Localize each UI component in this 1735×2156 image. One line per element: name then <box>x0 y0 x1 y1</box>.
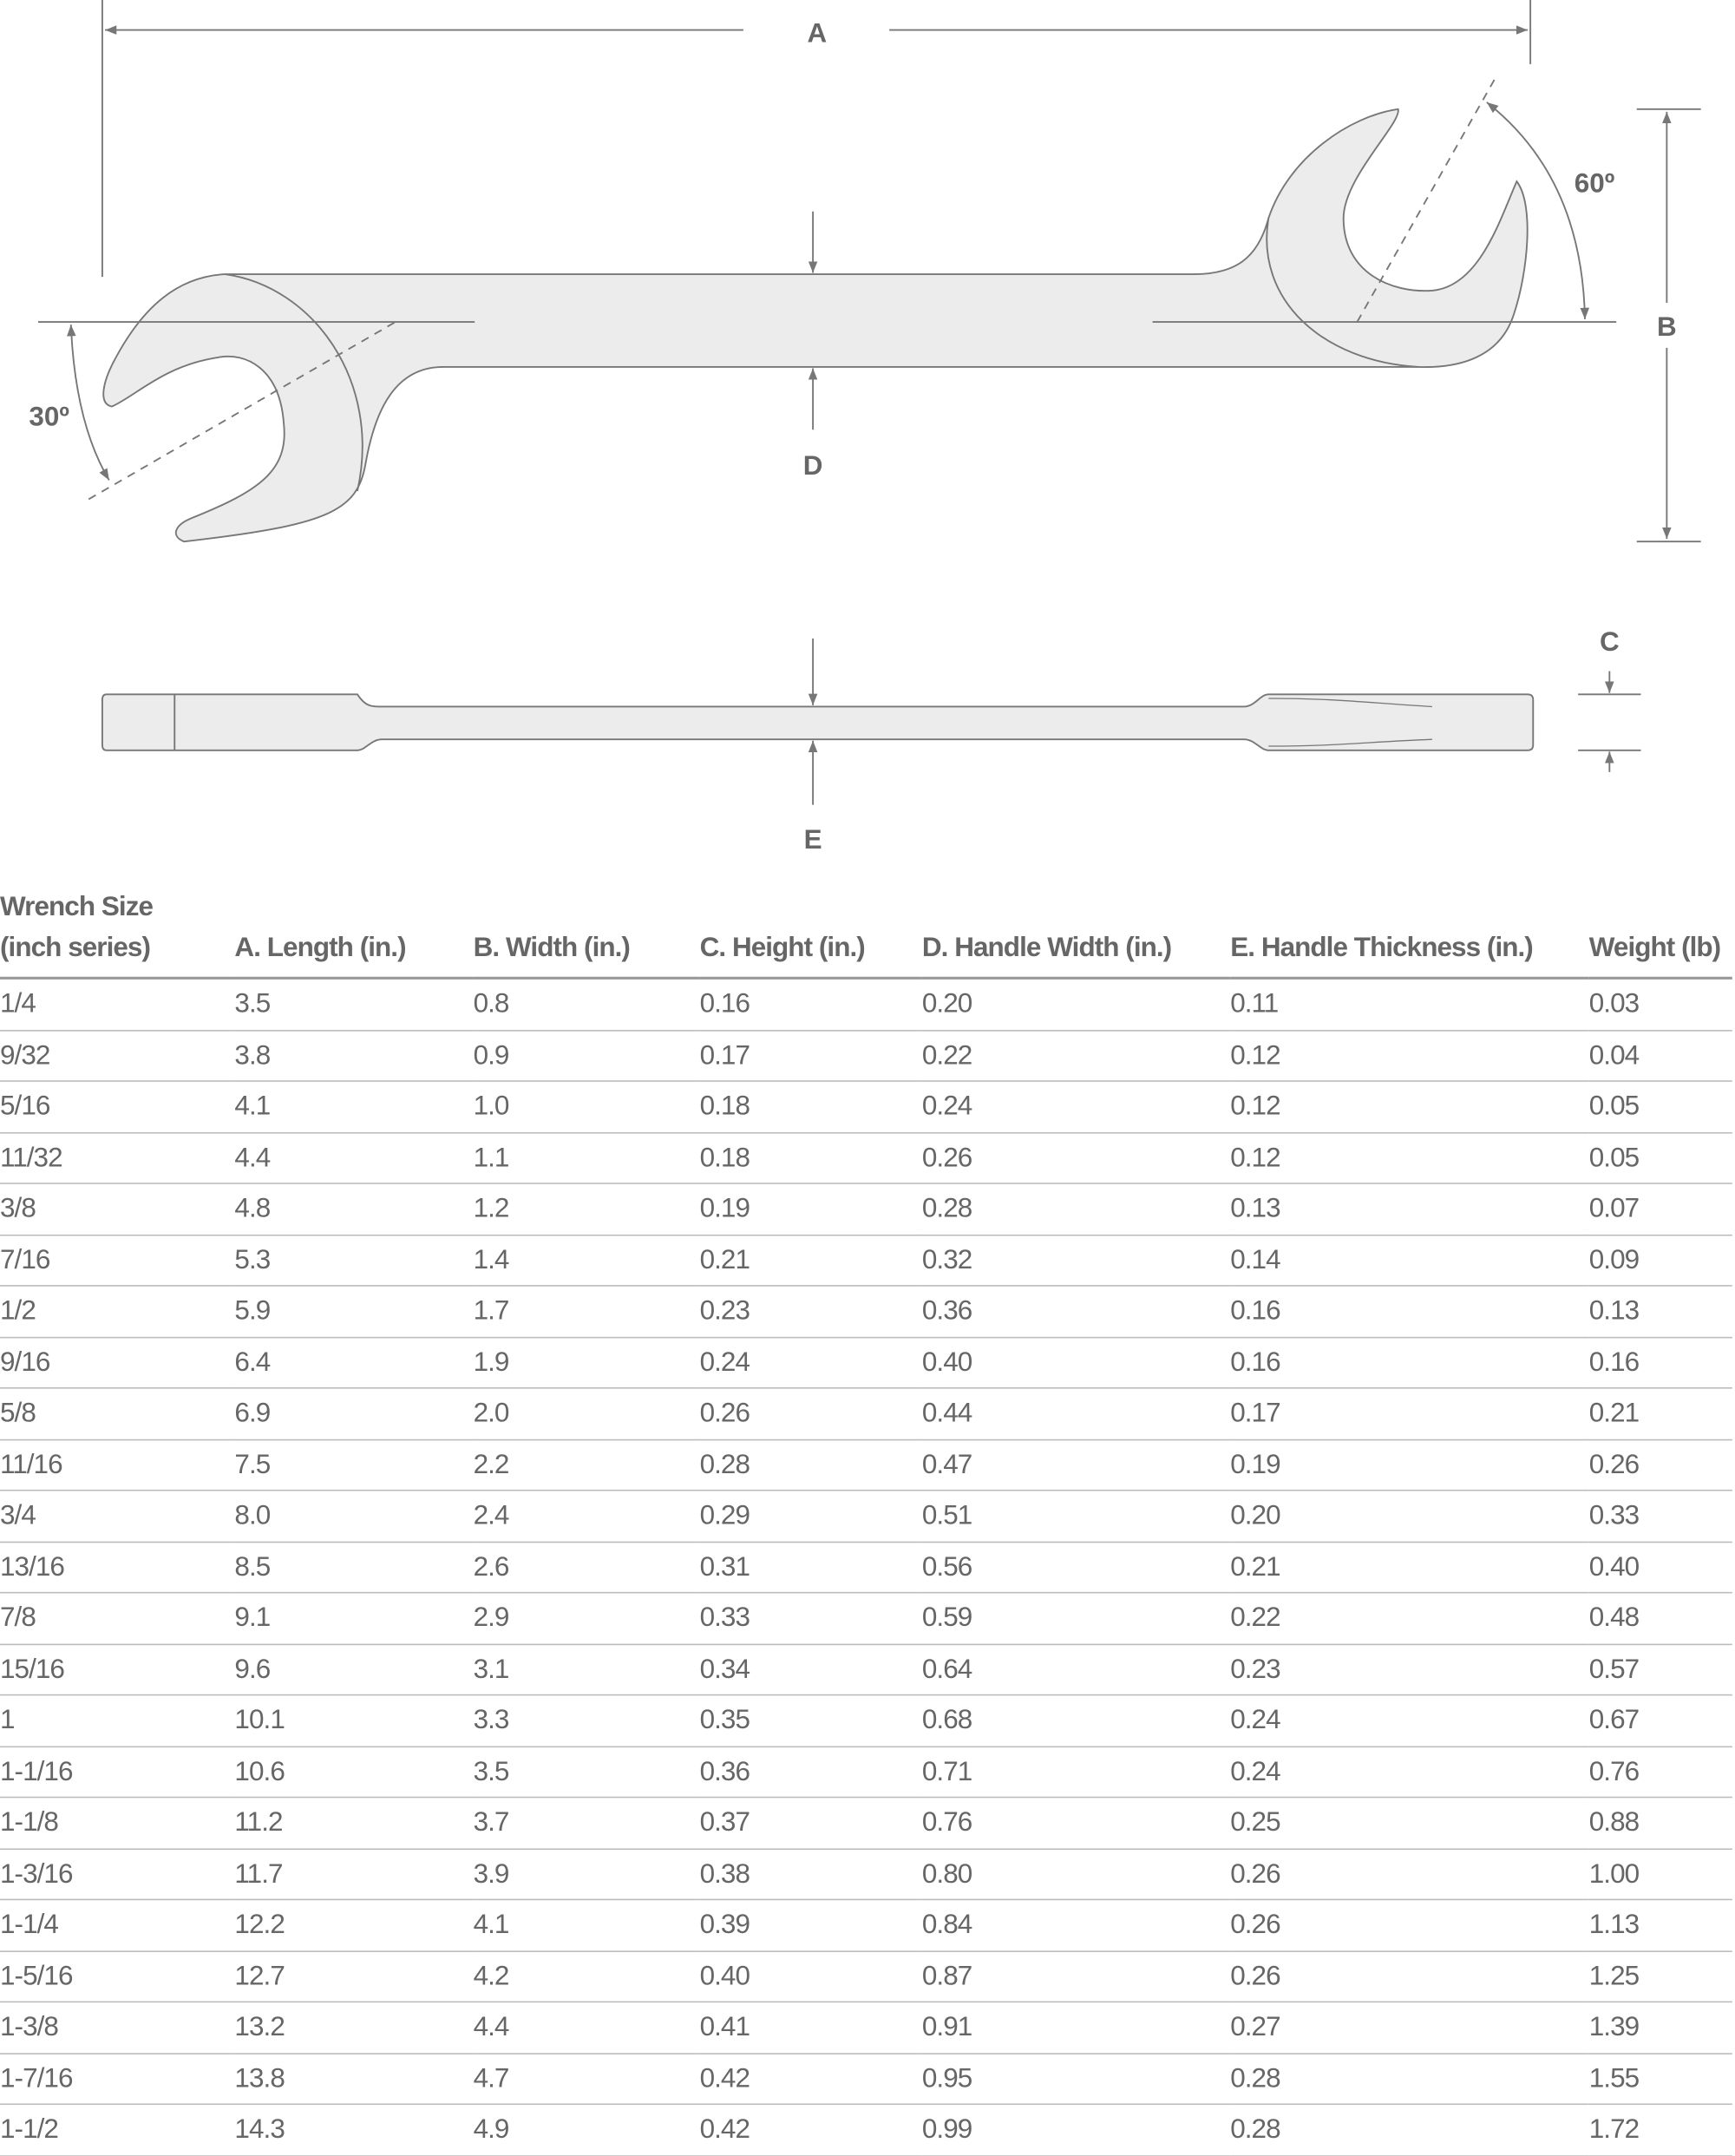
cell-handle-width: 0.80 <box>922 1848 1230 1899</box>
table-row <box>0 1491 1732 1542</box>
cell-size: 1/2 <box>0 1286 234 1337</box>
cell-length: 11.2 <box>234 1798 473 1849</box>
cell-size: 11/16 <box>0 1439 234 1491</box>
cell-width: 2.4 <box>474 1491 700 1542</box>
cell-handle-thickness: 0.28 <box>1230 2053 1589 2104</box>
cell-handle-width: 0.28 <box>922 1183 1230 1235</box>
cell-length: 8.5 <box>234 1542 473 1593</box>
cell-size: 15/16 <box>0 1644 234 1695</box>
angle-label-30: 30º <box>29 401 69 432</box>
cell-size: 1-1/4 <box>0 1899 234 1950</box>
cell-handle-thickness: 0.25 <box>1230 1798 1589 1849</box>
table-row <box>0 1950 1732 2002</box>
cell-size: 3/4 <box>0 1491 234 1542</box>
cell-handle-thickness: 0.16 <box>1230 1286 1589 1337</box>
cell-height: 0.18 <box>700 1081 922 1132</box>
cell-length: 9.1 <box>234 1593 473 1644</box>
cell-length: 12.7 <box>234 1950 473 2002</box>
table-row <box>0 1695 1732 1746</box>
cell-height: 0.39 <box>700 1899 922 1950</box>
cell-handle-width: 0.26 <box>922 1132 1230 1183</box>
cell-length: 12.2 <box>234 1899 473 1950</box>
cell-height: 0.16 <box>700 978 922 1030</box>
cell-weight: 1.72 <box>1589 2104 1732 2155</box>
cell-handle-width: 0.44 <box>922 1388 1230 1439</box>
cell-weight: 0.33 <box>1589 1491 1732 1542</box>
cell-height: 0.38 <box>700 1848 922 1899</box>
cell-width: 1.0 <box>474 1081 700 1132</box>
header-wrench-size <box>0 887 234 978</box>
cell-height: 0.18 <box>700 1132 922 1183</box>
dimension-label-a: A <box>807 17 828 49</box>
cell-handle-width: 0.56 <box>922 1542 1230 1593</box>
cell-length: 6.4 <box>234 1337 473 1388</box>
cell-weight: 0.16 <box>1589 1337 1732 1388</box>
cell-weight: 0.26 <box>1589 1439 1732 1491</box>
table-row <box>0 1899 1732 1950</box>
cell-height: 0.24 <box>700 1337 922 1388</box>
cell-handle-thickness: 0.26 <box>1230 1950 1589 2002</box>
table-row <box>0 1337 1732 1388</box>
header-height: C. Height (in.) <box>700 887 922 978</box>
cell-handle-thickness: 0.12 <box>1230 1081 1589 1132</box>
cell-weight: 0.67 <box>1589 1695 1732 1746</box>
cell-height: 0.17 <box>700 1030 922 1081</box>
cell-weight: 1.25 <box>1589 1950 1732 2002</box>
cell-size: 13/16 <box>0 1542 234 1593</box>
cell-handle-thickness: 0.20 <box>1230 1491 1589 1542</box>
cell-handle-width: 0.71 <box>922 1746 1230 1798</box>
table-row <box>0 1746 1732 1798</box>
table-row <box>0 1030 1732 1081</box>
cell-handle-width: 0.36 <box>922 1286 1230 1337</box>
cell-size: 1-1/8 <box>0 1798 234 1849</box>
dimension-label-e: E <box>803 823 822 855</box>
cell-width: 4.2 <box>474 1950 700 2002</box>
wrench-dimension-diagram <box>0 0 1735 873</box>
cell-length: 7.5 <box>234 1439 473 1491</box>
cell-weight: 1.13 <box>1589 1899 1732 1950</box>
cell-handle-width: 0.20 <box>922 978 1230 1030</box>
cell-size: 1-1/2 <box>0 2104 234 2155</box>
cell-weight: 0.88 <box>1589 1798 1732 1849</box>
cell-handle-thickness: 0.19 <box>1230 1439 1589 1491</box>
cell-weight: 0.13 <box>1589 1286 1732 1337</box>
cell-height: 0.35 <box>700 1695 922 1746</box>
cell-weight: 0.04 <box>1589 1030 1732 1081</box>
cell-height: 0.29 <box>700 1491 922 1542</box>
cell-width: 2.9 <box>474 1593 700 1644</box>
table-row <box>0 1798 1732 1849</box>
cell-weight: 0.48 <box>1589 1593 1732 1644</box>
cell-size: 9/32 <box>0 1030 234 1081</box>
cell-handle-thickness: 0.24 <box>1230 1695 1589 1746</box>
table-row <box>0 2002 1732 2053</box>
cell-handle-width: 0.76 <box>922 1798 1230 1849</box>
cell-handle-width: 0.84 <box>922 1899 1230 1950</box>
cell-handle-width: 0.22 <box>922 1030 1230 1081</box>
cell-length: 5.3 <box>234 1235 473 1286</box>
cell-width: 3.5 <box>474 1746 700 1798</box>
cell-weight: 0.05 <box>1589 1132 1732 1183</box>
cell-width: 4.9 <box>474 2104 700 2155</box>
cell-weight: 0.03 <box>1589 978 1732 1030</box>
cell-size: 7/8 <box>0 1593 234 1644</box>
cell-length: 13.8 <box>234 2053 473 2104</box>
header-line: (inch series) <box>0 933 151 964</box>
cell-handle-thickness: 0.13 <box>1230 1183 1589 1235</box>
table-row <box>0 1593 1732 1644</box>
cell-height: 0.41 <box>700 2002 922 2053</box>
cell-height: 0.37 <box>700 1798 922 1849</box>
cell-width: 3.3 <box>474 1695 700 1746</box>
table-row <box>0 1388 1732 1439</box>
cell-handle-thickness: 0.16 <box>1230 1337 1589 1388</box>
cell-height: 0.31 <box>700 1542 922 1593</box>
cell-handle-thickness: 0.22 <box>1230 1593 1589 1644</box>
header-line: Wrench Size <box>0 892 154 922</box>
table-row <box>0 1439 1732 1491</box>
cell-width: 2.2 <box>474 1439 700 1491</box>
cell-size: 1-3/16 <box>0 1848 234 1899</box>
cell-handle-width: 0.87 <box>922 1950 1230 2002</box>
cell-width: 4.7 <box>474 2053 700 2104</box>
cell-size: 5/16 <box>0 1081 234 1132</box>
cell-size: 3/8 <box>0 1183 234 1235</box>
cell-weight: 1.00 <box>1589 1848 1732 1899</box>
cell-weight: 1.55 <box>1589 2053 1732 2104</box>
cell-height: 0.19 <box>700 1183 922 1235</box>
cell-handle-width: 0.68 <box>922 1695 1230 1746</box>
cell-handle-thickness: 0.17 <box>1230 1388 1589 1439</box>
cell-weight: 0.07 <box>1589 1183 1732 1235</box>
cell-width: 1.7 <box>474 1286 700 1337</box>
header-weight: Weight (lb) <box>1589 887 1732 978</box>
cell-handle-thickness: 0.14 <box>1230 1235 1589 1286</box>
cell-handle-width: 0.40 <box>922 1337 1230 1388</box>
cell-length: 4.1 <box>234 1081 473 1132</box>
cell-height: 0.40 <box>700 1950 922 2002</box>
cell-height: 0.42 <box>700 2053 922 2104</box>
cell-width: 3.1 <box>474 1644 700 1695</box>
cell-size: 1 <box>0 1695 234 1746</box>
table-header-row <box>0 887 1732 978</box>
cell-height: 0.21 <box>700 1235 922 1286</box>
cell-size: 9/16 <box>0 1337 234 1388</box>
cell-handle-thickness: 0.12 <box>1230 1132 1589 1183</box>
cell-length: 3.8 <box>234 1030 473 1081</box>
cell-weight: 0.05 <box>1589 1081 1732 1132</box>
table-row <box>0 2053 1732 2104</box>
cell-length: 10.6 <box>234 1746 473 1798</box>
cell-handle-width: 0.51 <box>922 1491 1230 1542</box>
cell-weight: 0.76 <box>1589 1746 1732 1798</box>
cell-handle-thickness: 0.12 <box>1230 1030 1589 1081</box>
cell-length: 10.1 <box>234 1695 473 1746</box>
dimension-label-b: B <box>1656 311 1677 342</box>
header-width: B. Width (in.) <box>474 887 700 978</box>
cell-handle-thickness: 0.28 <box>1230 2104 1589 2155</box>
cell-weight: 0.09 <box>1589 1235 1732 1286</box>
cell-handle-width: 0.47 <box>922 1439 1230 1491</box>
cell-handle-width: 0.64 <box>922 1644 1230 1695</box>
cell-width: 1.9 <box>474 1337 700 1388</box>
cell-size: 1-1/16 <box>0 1746 234 1798</box>
table-row <box>0 1132 1732 1183</box>
cell-weight: 0.21 <box>1589 1388 1732 1439</box>
cell-handle-width: 0.95 <box>922 2053 1230 2104</box>
cell-weight: 0.40 <box>1589 1542 1732 1593</box>
header-handle-thickness: E. Handle Thickness (in.) <box>1230 887 1589 978</box>
table-row <box>0 1235 1732 1286</box>
table-row <box>0 1848 1732 1899</box>
cell-handle-thickness: 0.23 <box>1230 1644 1589 1695</box>
cell-height: 0.42 <box>700 2104 922 2155</box>
cell-size: 7/16 <box>0 1235 234 1286</box>
cell-size: 1-7/16 <box>0 2053 234 2104</box>
cell-width: 2.0 <box>474 1388 700 1439</box>
cell-width: 0.9 <box>474 1030 700 1081</box>
header-length: A. Length (in.) <box>234 887 473 978</box>
cell-size: 1-3/8 <box>0 2002 234 2053</box>
cell-weight: 1.39 <box>1589 2002 1732 2053</box>
table-row <box>0 1644 1732 1695</box>
angle-label-60: 60º <box>1574 167 1615 199</box>
cell-height: 0.34 <box>700 1644 922 1695</box>
table-row <box>0 1542 1732 1593</box>
cell-size: 11/32 <box>0 1132 234 1183</box>
cell-length: 14.3 <box>234 2104 473 2155</box>
cell-width: 3.7 <box>474 1798 700 1849</box>
cell-handle-width: 0.91 <box>922 2002 1230 2053</box>
cell-handle-thickness: 0.11 <box>1230 978 1589 1030</box>
cell-height: 0.28 <box>700 1439 922 1491</box>
table-row <box>0 978 1732 1030</box>
cell-length: 13.2 <box>234 2002 473 2053</box>
table-row <box>0 1286 1732 1337</box>
cell-length: 5.9 <box>234 1286 473 1337</box>
cell-height: 0.26 <box>700 1388 922 1439</box>
cell-handle-thickness: 0.24 <box>1230 1746 1589 1798</box>
cell-length: 8.0 <box>234 1491 473 1542</box>
cell-size: 1-5/16 <box>0 1950 234 2002</box>
wrench-side-view <box>102 694 1533 750</box>
cell-handle-thickness: 0.26 <box>1230 1848 1589 1899</box>
cell-width: 2.6 <box>474 1542 700 1593</box>
cell-width: 4.4 <box>474 2002 700 2053</box>
cell-handle-width: 0.99 <box>922 2104 1230 2155</box>
dimension-label-c: C <box>1599 626 1620 657</box>
cell-width: 1.1 <box>474 1132 700 1183</box>
cell-length: 4.8 <box>234 1183 473 1235</box>
cell-handle-thickness: 0.21 <box>1230 1542 1589 1593</box>
cell-length: 4.4 <box>234 1132 473 1183</box>
cell-width: 4.1 <box>474 1899 700 1950</box>
cell-height: 0.23 <box>700 1286 922 1337</box>
cell-length: 11.7 <box>234 1848 473 1899</box>
cell-width: 1.2 <box>474 1183 700 1235</box>
cell-handle-width: 0.24 <box>922 1081 1230 1132</box>
wrench-spec-table <box>0 887 1732 2156</box>
cell-handle-width: 0.32 <box>922 1235 1230 1286</box>
cell-width: 3.9 <box>474 1848 700 1899</box>
table-row <box>0 1081 1732 1132</box>
table-row <box>0 2104 1732 2155</box>
table-row <box>0 1183 1732 1235</box>
cell-weight: 0.57 <box>1589 1644 1732 1695</box>
cell-height: 0.36 <box>700 1746 922 1798</box>
cell-length: 6.9 <box>234 1388 473 1439</box>
cell-size: 5/8 <box>0 1388 234 1439</box>
cell-width: 0.8 <box>474 978 700 1030</box>
cell-handle-width: 0.59 <box>922 1593 1230 1644</box>
dimension-label-d: D <box>802 450 823 482</box>
cell-length: 9.6 <box>234 1644 473 1695</box>
header-handle-width: D. Handle Width (in.) <box>922 887 1230 978</box>
cell-size: 1/4 <box>0 978 234 1030</box>
cell-width: 1.4 <box>474 1235 700 1286</box>
cell-handle-thickness: 0.26 <box>1230 1899 1589 1950</box>
cell-height: 0.33 <box>700 1593 922 1644</box>
cell-handle-thickness: 0.27 <box>1230 2002 1589 2053</box>
cell-length: 3.5 <box>234 978 473 1030</box>
